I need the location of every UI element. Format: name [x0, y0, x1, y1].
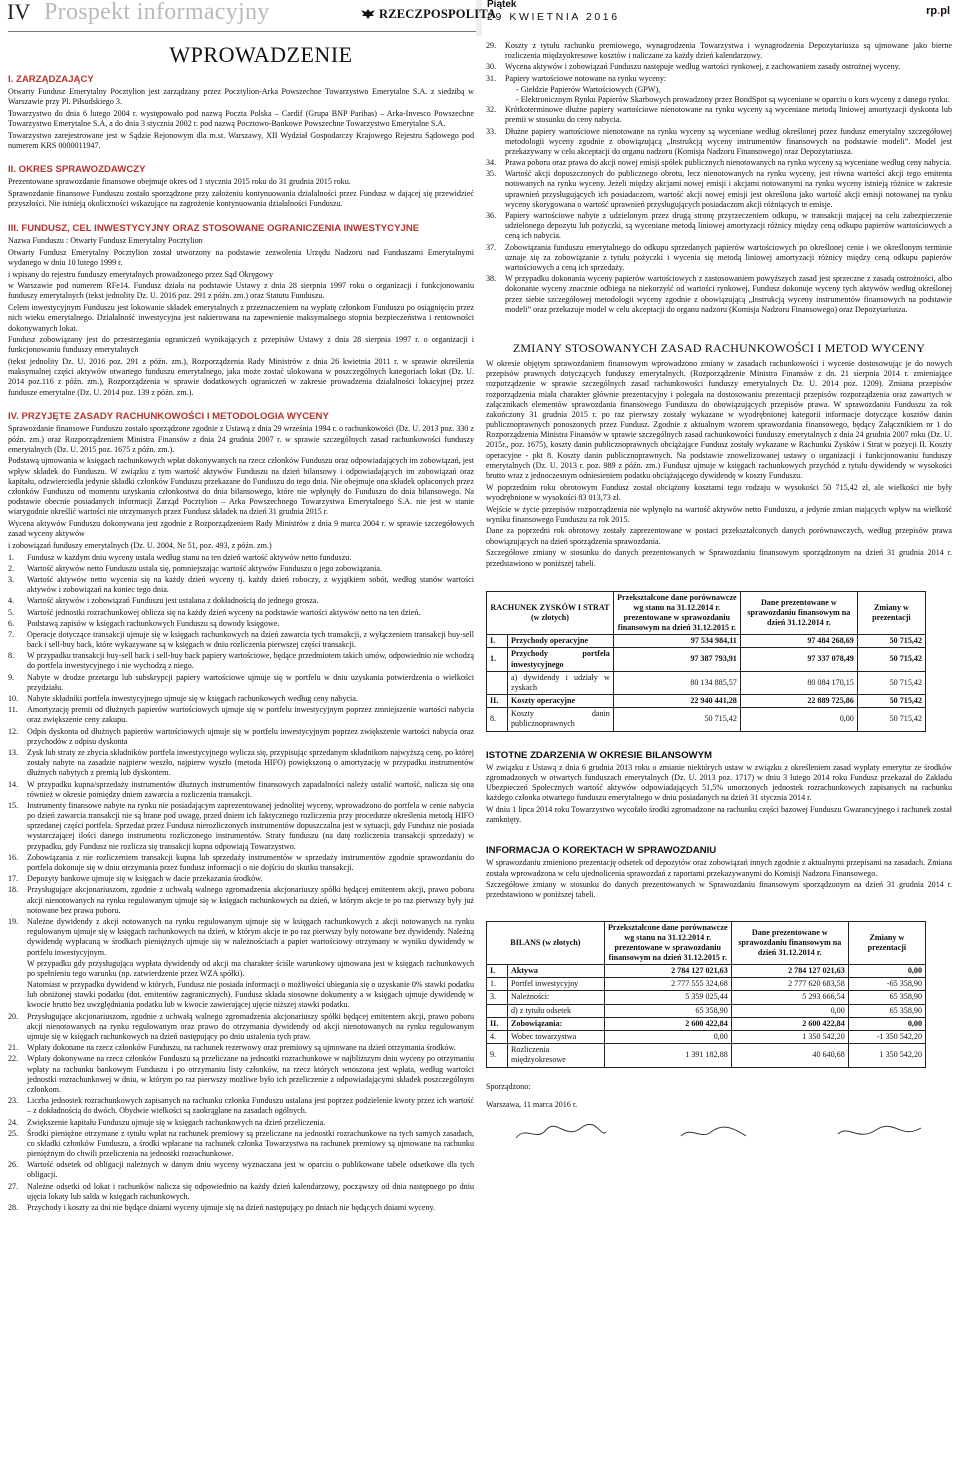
table-cell: 50 715,42	[857, 635, 925, 648]
list-item-text: Nabyte w drodze przetargu lub subskrypcji papiery wartościowe ujmuje się w portfelu w dniu uzyskania potwierdzenia o wielkości przydziału.	[27, 672, 474, 692]
masthead-name: RZECZPOSPOLITA	[379, 7, 497, 21]
table-cell: 2 777 620 683,58	[731, 978, 848, 991]
section-title: Prospekt informacyjny	[44, 0, 270, 25]
table-row	[487, 1030, 926, 1043]
site-link[interactable]	[926, 5, 950, 19]
list-item-text: Liczba jednostek rozrachunkowych zapisanych na rachunku członka Funduszu ustalana jest poprzez podzielenie kwoty przez ich wartość – z dokładnością do dwóch. Obydwie wielkości są zaokrąglane na zasadach ogólnych.	[27, 1096, 474, 1116]
right-column	[486, 41, 952, 1180]
list-item-text: Przychody i koszty za dni nie będące dniami wyceny ujmuje się na dzień następujący po dniach nie będących dniami wyceny.	[27, 1203, 436, 1213]
table-cell	[487, 1004, 508, 1017]
signature-scribble	[506, 1120, 616, 1146]
paragraph: W poprzednim roku obrotowym Fundusz został obciążony kosztami tego rodzaju w wysokości 50 715,42 zł, ale wielkości nie były wyodrębnione w wysokości 83 013,73 zł.	[486, 482, 952, 502]
list-item-number: 33.	[486, 126, 497, 136]
list-item	[8, 608, 474, 618]
page-header	[0, 0, 960, 36]
list-item-number: 28.	[8, 1203, 19, 1213]
list-item	[8, 596, 474, 606]
list-item	[8, 980, 474, 1011]
paragraph: Otwarty Fundusz Emerytalny Pocztylion został utworzony na podstawie zezwolenia Urzędu Nadzoru nad Funduszami Emerytalnymi wydanego w dniu 10 lutego 1999 r.	[8, 247, 474, 267]
table-cell: 80 084 170,15	[740, 671, 857, 694]
list-item	[8, 959, 474, 979]
list-item-text: Prawa poboru oraz prawa do akcji nowej emisji spółek publicznych nienotowanych na rynku wyceny są wyceniane według ceny nabycia.	[505, 158, 952, 168]
section-heading-6: INFORMACJA O KOREKTACH W SPRAWOZDANIU	[486, 845, 717, 857]
paragraph: W sprawozdaniu zmieniono prezentację odsetek od depozytów oraz zobowiązań innych zgodnie z aktualnymi przepisami na zasadach. Zmiana została wprowadzona w celu ujednolicenia sprawozdań z raportami przekazywanymi do Komisji Nadzoru Finansowego.	[486, 858, 952, 878]
list-item-text: Zwiększenie kapitału Funduszu ujmuje się w księgach rachunkowych na dzień przeliczenia.	[27, 1117, 326, 1127]
paragraph: Wejście w życie przepisów rozporządzenia nie wpłynęło na wartość aktywów netto Funduszu, a jedynie zmian mających wpływ na wielkość wyniku finansowego Funduszu za rok 2015.	[486, 504, 952, 524]
list-item	[8, 564, 474, 574]
list-item	[8, 651, 474, 671]
table-cell: Koszty danin publicznoprawnych	[508, 708, 614, 731]
list-item-text: Wartość aktywów netto wycenia się na każdy dzień wyceny tj. każdy dzień roboczy, z wyjątkiem sobót, według stanów wartości aktywów i zobowiązań na koniec tego dnia.	[27, 574, 474, 595]
table-cell: 97 484 268,69	[740, 635, 857, 648]
list-item-number: 12.	[8, 726, 19, 736]
paragraph: Sprawozdanie finansowe Funduszu zostało sporządzone przy założeniu kontynuowania działalności przez Fundusz w dającej się przewidzieć przyszłości. Nie istnieją okoliczności wskazujące na zagrożenie kontynuowania działalności Funduszu.	[8, 189, 474, 209]
table-cell: 97 387 793,91	[613, 648, 740, 671]
table-cell: 4.	[487, 1030, 508, 1043]
table-cell: 65 358,90	[848, 1004, 925, 1017]
list-item-text: Wpłaty dokonywane na rzecz członków Funduszu są przeliczane na jednostki rozrachunkowe w najbliższym dniu wyceny po otrzymaniu wpłaty na rachunku bankowym Funduszu i po otrzymaniu listy członków, na rzecz których wnoszona jest wpłata, według wartości jednostki rozrachunkowej w dniu, w którym po raz pierwszy możliwe było ich przeliczenie z odpowiadającymi składek poszczególnym członkom.	[27, 1054, 474, 1094]
site-name: rp	[926, 5, 938, 17]
list-item-number: 9.	[8, 672, 15, 682]
list-item	[8, 630, 474, 650]
eagle-icon	[360, 8, 376, 20]
table-cell: Rozliczenia międzyokresowe	[508, 1044, 605, 1067]
list-dash-item: - Elektronicznym Rynku Papierów Skarbowych prowadzony przez BondSpot są wyceniane w oparciu o kurs wyceny z danego rynku.	[516, 94, 950, 104]
list-item-text: Fundusz w każdym dniu wyceny ustala według stanu na ten dzień wartość aktywów netto funduszu.	[27, 552, 352, 562]
table-cell: -65 358,90	[848, 978, 925, 991]
list-item	[8, 801, 474, 852]
list-item-number: 24.	[8, 1117, 19, 1127]
list-item-text: Wartość jednostki rozrachunkowej oblicza się na każdy dzień wyceny na podstawie wartości aktywów netto na ten dzień.	[27, 607, 421, 617]
list-item-number: 25.	[8, 1128, 19, 1138]
list-item	[8, 1129, 474, 1160]
valuation-rules-list	[8, 553, 474, 1214]
table-cell: 5 359 025,44	[604, 991, 731, 1004]
table-cell: -1 350 542,20	[848, 1030, 925, 1043]
list-item-text: Papiery wartościowe notowane na rynku wyceny:	[505, 73, 667, 83]
paragraph: Celem inwestycyjnym Funduszu jest lokowanie składek emerytalnych z przeznaczeniem na wypłatę członkom Funduszu po osiągnięciu przez nich wieku emerytalnego. Działalność inwestycyjna jest nakierowana na zapewnienie maksymalnego stopnia bezpieczeństwa i rentowności dokonywanych lokat.	[8, 303, 474, 333]
paragraph: W okresie objętym sprawozdaniem finansowym wprowadzono zmiany w zasadach rachunkowości i wycenie dostosowując je do nowych przepisów prawnych dotyczących funduszy emerytalnych. (Rozporządzenie Ministra Finansów z dn. 21 sierpnia 2014 r. zmieniające rozporządzenie w sprawie szczególnych zasad rachunkowości funduszy emerytalnych Dz. U. 2014 poz. 1209). Zmiana przepisów rozporządzenia miała charakter głównie prezentacyjny i polegała na dostosowaniu prezentacji przepisów rozporządzenia oraz zawartych w załącznikach elementów sprawozdania finansowego Funduszu do obowiązujących przepisów prawa. W sprawozdaniu Funduszu za rok zakończony 31 grudnia 2015 r. po raz pierwszy zostały wykazane w wyodrębnionej kategorii informacje dotyczące kosztów danin publicznoprawnych ponoszonych przez Fundusz. Zgodnie z aktualnym wzorem sprawozdania finansowego, będący Załącznikiem nr 1 do Rozporządzenia Ministra Finansów w sprawie szczególnych zasad rachunkowości funduszy emerytalnych z dnia 24 grudnia 2007 roku (Dz. U. 2015r., poz. 1675), koszty danin publicznoprawnych obciążające Fundusz zostały wykazane w Rachunku Zysków i Strat w pozycji II. Koszty operacyjne - pkt 8. Koszty danin publicznoprawnych. Na podstawie znowelizowanej ustawy o organizacji i funkcjonowaniu funduszy emerytalnych (Dz. U. 2013 r. poz. 989 z późn. zm.) Fundusz ujmuje w księgach rachunkowych przychód z tytułu dywidendy w wysokości brutto wraz z jednoczesnym odniesieniem podatku obciążającego dywidendę w koszty Funduszu.	[486, 358, 952, 481]
list-item	[8, 1096, 474, 1116]
list-item-number: 26.	[8, 1160, 19, 1170]
list-item-text: Zysk lub straty ze zbycia składników portfela inwestycyjnego wylicza się, przypisując sprzedanym składnikom najwyższą cenę, po której zostały nabyte na zasadzie najpierw weszło, najpierw wyszło (metoda HIFO) powiększoną o amortyzację w przypadku instrumentów dłużnych nabytych z premią lub dyskontem.	[27, 747, 474, 778]
list-item-text: Należne dywidendy z akcji notowanych na rynku regulowanym ujmuje się w księgach rachunkowych z akcji notowanych na rynku regulowanym ujmuje się w księgach rachunkowych na dzień, w którym akcje te po raz pierwszy były notowane bez dywidendy. Należną dywidendę wypłacaną w środkach pieniężnych ujmuje się w należnościach a papier wartościowy otrzymany w wyniku dywidendy w portfelu inwestycyjnym.	[27, 916, 474, 957]
table-cell: 2 777 555 324,68	[604, 978, 731, 991]
table-cell: 0,00	[848, 965, 925, 978]
list-item	[486, 274, 952, 315]
table-cell: Przychody portfela inwestycyjnego	[508, 648, 614, 671]
list-item	[486, 62, 952, 72]
list-item	[8, 1054, 474, 1095]
table-cell: 97 534 984,11	[613, 635, 740, 648]
table-cell: 65 358,90	[848, 991, 925, 1004]
list-item-text: Należne odsetki od lokat i rachunków nalicza się odpowiednio na każdy dzień kalendarzowy, począwszy od dnia następnego po dniu ujęcia lokaty lub salda w księgach rachunkowych.	[27, 1181, 474, 1201]
table-row	[487, 1004, 926, 1017]
list-item-number: 21.	[8, 1043, 19, 1053]
paragraph: Otwarty Fundusz Emerytalny Pocztylion jest zarządzany przez Pocztylion-Arka Powszechne Towarzystwo Emerytalne S.A. z siedzibą w Warszawie przy Pl. Piłsudskiego 3.	[8, 86, 474, 106]
list-item	[8, 553, 474, 563]
signature-scribble	[826, 1120, 936, 1146]
list-item-text: Wartość aktywów i zobowiązań Funduszu jest ustalana z dokładnością do jednego grosza.	[27, 596, 319, 606]
table-cell: II.	[487, 1017, 508, 1030]
section-heading-2: II. OKRES SPRAWOZDAWCZY	[8, 164, 146, 176]
table-header: RACHUNEK ZYSKÓW I STRAT (w złotych)	[487, 591, 614, 634]
paragraph: W związku z Ustawą z dnia 6 grudnia 2013 roku o zmianie niektórych ustaw w związku z określeniem zasad wypłaty emerytur ze środków zgromadzonych w otwartych funduszach emerytalnych (Dz. U. 2013 poz. 1717) w dniu 3 lutego 2014 roku Fundusz przekazał do Zakładu Ubezpieczeń Społecznych wartość aktywów odpowiadających 51,5% umorzonych jednostek rozrachunkowych zapisanych na rachunku każdego członka otwartego funduszu emerytalnego w dniu posiadanych na dzień 31 stycznia 2014 r.	[486, 762, 952, 803]
paragraph: Fundusz zobowiązany jest do przestrzegania ograniczeń wynikających z przepisów Ustawy z dnia 28 sierpnia 1997 r. o organizacji i funkcjonowaniu funduszy emerytalnych	[8, 335, 474, 355]
table-header: Przekształcone dane porównawcze wg stanu na 31.12.2014 r. prezentowane w sprawozdaniu finansowym na dzień 31.12.2015 r.	[604, 921, 731, 964]
list-item-number: 5.	[8, 607, 15, 617]
list-item-number: 27.	[8, 1181, 19, 1191]
table-cell: Zobowiązania:	[508, 1017, 605, 1030]
table-cell: 1 391 182,88	[604, 1044, 731, 1067]
table-cell: Wobec towarzystwa	[508, 1030, 605, 1043]
list-item	[8, 885, 474, 916]
site-dot: .	[937, 5, 941, 17]
list-item	[8, 619, 474, 629]
list-item	[8, 853, 474, 873]
table-cell: 2 784 127 021,63	[731, 965, 848, 978]
signature-2	[666, 1120, 776, 1149]
list-item	[486, 41, 952, 61]
signature-3	[826, 1120, 936, 1149]
table-cell: 0,00	[740, 708, 857, 731]
list-item-number: 22.	[8, 1054, 19, 1064]
table-cell: Należności:	[508, 991, 605, 1004]
income-statement-table	[486, 591, 926, 732]
list-item-text: Nabyte składniki portfela inwestycyjnego ujmuje się w księgach rachunkowych według ceny nabycia.	[27, 694, 358, 704]
section-heading-5: ISTOTNE ZDARZENIA W OKRESIE BILANSOWYM	[486, 749, 712, 761]
list-item	[8, 1043, 474, 1053]
table-cell: 22 889 725,86	[740, 695, 857, 708]
valuation-rules-list-cont2	[486, 105, 952, 315]
list-item	[8, 874, 474, 884]
list-item-number: 13.	[8, 747, 19, 757]
table-cell: I.	[487, 965, 508, 978]
table-cell: 2 784 127 021,63	[604, 965, 731, 978]
list-item-number: 37.	[486, 242, 497, 252]
list-item-text: Wartość akcji dopuszczonych do publicznego obrotu, lecz nienotowanych na rynku wyceny, jest równa wartości akcji tego emitenta notowanych na rynku wyceny. Jeżeli między akcjami nowej emisji i akcjami notowanymi na rynku wyceny istnieją różnice w zakresie uprawnień przysługujących ich posiadaczom, wartość akcji nowej emisji jest określona jako wartość akcji emisji notowanej na rynku wyceny skorygowana o wartość uprawnień przysługujących posiadaczom akcji różniących te emisje.	[505, 169, 952, 209]
list-item-number: 20.	[8, 1011, 19, 1021]
table-cell: 1.	[487, 978, 508, 991]
table-header: Zmiany w prezentacji	[857, 591, 925, 634]
table-cell: 22 940 441,28	[613, 695, 740, 708]
list-item-text: Dłużne papiery wartościowe nienotowane na rynku wyceny są wyceniane według określonej przez fundusz emerytalny szczegółowej metodologii wyceny zgodnie z obowiązującą „Instrukcją wyceny instrumentów finansowych na podstawie modeli”. Model jest przekazywany w celu akceptacji do organu nadzoru (Komisja Nadzoru Finansowego) oraz Depozytariusza.	[505, 126, 952, 156]
table-cell: 65 358,90	[604, 1004, 731, 1017]
list-item-number: 32.	[486, 105, 497, 115]
list-item-text: W przypadku gdy przysługująca wypłata dywidendy od akcji ma charakter ściśle warunkowy ujmowana jest w księgach rachunkowych po spełnieniu tego warunku (np. zatwierdzenie przez WZA spółki).	[27, 958, 474, 978]
introduction-title: WPROWADZENIE	[169, 42, 353, 67]
paragraph: Towarzystwo do dnia 6 lutego 2004 r. występowało pod nazwą Poczta Polska – Cardif (Grupa BNP Paribas) – Arka-Invesco Powszechne Towarzystwo Emerytalne S.A, a do dnia 3 stycznia 2002 r. pod nazwą Pocztowo-Bankowe Powszechne Towarzystwo Emerytalne S.A.	[8, 108, 474, 128]
paragraph: i wpisany do rejestru funduszy emerytalnych prowadzonego przez Sąd Okręgowy	[8, 269, 273, 279]
list-item-text: Wartość aktywów netto Funduszu ustala się, pomniejszając wartość aktywów Funduszu o jego zobowiązania.	[27, 563, 382, 573]
table-row	[487, 671, 926, 694]
list-item-text: Środki pieniężne otrzymane z tytułu wpłat na rachunek premiowy są przeliczane na jednostki rozrachunkowe na tych samych zasadach, co składki członków Funduszu, a środki wpłacane na rachunek członka Towarzystwa na rachunek premiowy są ujmowane na rachunku pieniężnym do chwili przeliczenia na jednostki rozrachunkowe.	[27, 1128, 474, 1159]
table-cell: 0,00	[604, 1030, 731, 1043]
section-heading-4: IV. PRZYJĘTE ZASADY RACHUNKOWOŚCI I METODOLOGIA WYCENY	[8, 411, 329, 423]
list-item	[8, 705, 474, 725]
table-cell: II.	[487, 695, 508, 708]
masthead	[360, 7, 496, 23]
table-cell: 50 715,42	[857, 648, 925, 671]
header-rule	[8, 31, 476, 32]
list-item-number: 2.	[8, 563, 15, 573]
paragraph: Dane za poprzedni rok obrotowy zostały zaprezentowane w postaci przekształconych danych porównawczych, według przepisów prawa obowiązujących na dzień sporządzenia sprawozdania.	[486, 526, 952, 546]
list-item-number: 14.	[8, 779, 19, 789]
list-item-number: 19.	[8, 916, 19, 926]
list-item-number: 30.	[486, 62, 497, 72]
list-item	[486, 74, 952, 84]
table-header: Dane prezentowane w sprawozdaniu finansowym na dzień 31.12.2014 r.	[731, 921, 848, 964]
table-row	[487, 1044, 926, 1067]
list-item-text: Instrumenty finansowe nabyte na rynku nie posiadającym zaprezentowanej jednolitej wyceny, wprowadzono do portfela w cenie nabycia po dzień zawarcia transakcji nie są brane pod uwagę, przed dniem ich faktycznego rozliczenia przy procedurze określenia metodą HIFO sprzedanej części portfela. Sprzedaż przez Fundusz nierozliczonych instrumentów dopuszczalna jest w sytuacji, gdy Fundusz nie posiada wystarczającej ilości danego instrumentu rozliczonego instrumentów. Straty funduszu (na datę rozliczenia transakcji sprzedaży) w przypadku, gdy Fundusz nie rozlicza się transakcji kupna odpowiają Towarzystwo.	[27, 800, 474, 851]
issue-day: Piątek	[487, 0, 517, 10]
list-item-text: Przysługujące akcjonariuszom, zgodnie z uchwałą walnego zgromadzenia akcjonariuszy spółki będącej emitentem akcji, prawo poboru akcji nienotowanych na rynku regulowanym ujmuje się w księgach rachunkowych na dzień, w którym akcje te po raz pierwszy były już notowane bez prawa poboru.	[27, 885, 474, 915]
balance-sheet-table	[486, 921, 926, 1068]
table-row	[487, 1017, 926, 1030]
table-cell: 8.	[487, 708, 508, 731]
list-item	[8, 780, 474, 800]
paragraph: w Warszawie pod numerem RFe14. Fundusz działa na podstawie Ustawy z dnia 28 sierpnia 1997 roku o organizacji i funkcjonowaniu funduszy emerytalnych (tekst jednolity Dz. U. 2016 poz. 291 z późn. zm.) oraz Statutu Funduszu.	[8, 281, 474, 301]
table-cell: 1 350 542,20	[848, 1044, 925, 1067]
table-cell: Portfel inwestycyjny	[508, 978, 605, 991]
list-item-number: 17.	[8, 874, 19, 884]
list-item-text: Zobowiązania z nie rozliczeniem transakcji kupna lub sprzedaży instrumentów w sprzedaży instrumentów zgodnie sprawozdaniu do portfela dokonuje się w dniu otrzymania przez fundusz informacji o nie dojściu do skutku transakcji.	[27, 852, 474, 873]
paragraph: Towarzystwo zarejestrowane jest w Sądzie Rejonowym dla m.st. Warszawy, XII Wydział Gospodarczy Krajowego Rejestru Sądowego pod numerem KRS 0000011947.	[8, 130, 474, 150]
paragraph: Podstawą ujmowania w księgach rachunkowych wpłat dokonywanych na rzecz członków Funduszu oraz odpowiadających im zobowiązań, jest wpływ składek do Funduszu. W związku z tym wartość aktywów Funduszu na dzień bilansowy i odpowiadających im zobowiązań oraz kapitału, odzwierciedla jedynie składki członków Funduszu przekazane do Funduszu do tego dnia. Nie obejmuje ona składek opłaconych przez członków Funduszu od momentu uzyskania członkostwa do dnia bilansowego, które nie wpłynęły do Funduszu do dnia bilansowego. Na podstawie obecnie posiadanych informacji Zarząd Pocztylion – Arka Powszechnego Towarzystwa Emerytalnego S.A. nie jest w stanie wiarygodnie określić wartości nie otrzymanych przez Fundusz składek na dzień 31 grudnia 2015 r.	[8, 456, 474, 517]
list-item-text: Odpis dyskonta od dłużnych papierów wartościowych ujmuje się w portfelu inwestycyjnym poprzez zwiększenie wartości nabycia oraz przychodów z odpisu dyskonta	[27, 726, 474, 746]
page-number: IV	[7, 0, 31, 24]
signature-1	[506, 1120, 616, 1149]
table-cell: 0,00	[848, 1017, 925, 1030]
site-tld: pl	[940, 5, 950, 17]
list-item-number: 3.	[8, 574, 15, 584]
list-item	[8, 1160, 474, 1180]
list-item-number: 8.	[8, 651, 15, 661]
list-item-text: W przypadku kupna/sprzedaży instrumentów dłużnych instrumentów finansowych zapadalności należy ustalić wartość, nalicza się ona również w okresie pomiędzy dniem zawarcia a rozliczenia transakcji.	[27, 779, 474, 799]
table-cell: 2 600 422,84	[731, 1017, 848, 1030]
list-item	[8, 1203, 474, 1213]
table-row	[487, 695, 926, 708]
section-heading-1: I. ZARZĄDZAJĄCY	[8, 73, 94, 85]
list-item	[8, 917, 474, 958]
changes-title: ZMIANY STOSOWANYCH ZASAD RACHUNKOWOŚCI I METOD WYCENY	[512, 340, 926, 355]
table-cell: 40 640,68	[731, 1044, 848, 1067]
signatures	[486, 1120, 952, 1180]
table-cell: 50 715,42	[857, 695, 925, 708]
list-item	[486, 211, 952, 242]
paragraph: (tekst jednolity Dz. U. 2016 poz. 291 z późn. zm.), Rozporządzenia Rady Ministrów z dnia 26 kwietnia 2011 r. w sprawie określenia maksymalnej części aktywów otwartego funduszu emerytalnego, jaka może zostać ulokowana w poszczególnych kategoriach lokat (Dz. U. 2014 poz.116 z późn. zm.), Rozporządzenia w sprawie dodatkowych ograniczeń w zakresie prowadzenia działalności lokacyjnej przez fundusze emerytalne (Dz. U. 2014 poz. 139 z późn. zm.).	[8, 357, 474, 397]
list-item-number: 23.	[8, 1096, 19, 1106]
paragraph: Szczegółowe zmiany w stosunku do danych prezentowanych w Sprawozdaniu finansowym sporządzonym na dzień 31 grudnia 2014 r. przedstawiono w poniższej tabeli.	[486, 880, 952, 900]
table-cell: 5 293 666,54	[731, 991, 848, 1004]
section-heading-3: III. FUNDUSZ, CEL INWESTYCYJNY ORAZ STOSOWANE OGRANICZENIA INWESTYCYJNE	[8, 222, 420, 234]
place-date: Warszawa, 11 marca 2016 r.	[486, 1099, 578, 1109]
list-item	[486, 169, 952, 210]
paragraph: Szczegółowe zmiany w stosunku do danych prezentowanych w Sprawozdaniu finansowym sporządzonym na dzień 31 grudnia 2014 r. przedstawiono w poniższej tabeli.	[486, 548, 952, 568]
list-item-number: 15.	[8, 800, 19, 810]
list-item-text: W przypadku transakcji buy-sell back i sell-buy back papiery wartościowe, będące przedmiotem takich umów, odpowiednio nie wchodzą do portfela inwestycyjnego i nie wychodzą z niego.	[27, 651, 474, 671]
valuation-rules-list-cont	[486, 41, 952, 84]
paragraph: Wycena aktywów Funduszu dokonywana jest zgodnie z Rozporządzeniem Rady Ministrów z dnia 9 marca 2004 r. w sprawie szczegółowych zasad wyceny aktywów	[8, 519, 474, 539]
table-cell: 80 134 885,57	[613, 671, 740, 694]
table-cell: d) z tytułu odsetek	[508, 1004, 605, 1017]
table-cell: 9.	[487, 1044, 508, 1067]
issue-date: 29 KWIETNIA 2016	[487, 11, 620, 23]
list-item	[8, 694, 474, 704]
list-item-text: Krótkoterminowe dłużne papiery wartościowe nienotowane na rynku wyceny są wyceniane metodą liniowej amortyzacji dyskonta lub premii w stosunku do ceny nabycia.	[505, 105, 952, 125]
list-item	[8, 748, 474, 779]
table-cell: 2 600 422,84	[604, 1017, 731, 1030]
list-item-text: Wycena aktywów i zobowiązań Funduszu następuje według wartości rynkowej, z zachowaniem zasady ostrożnej wyceny.	[505, 62, 901, 72]
list-item-text: Wartość odsetek od obligacji należnych w danym dniu wyceny wyznaczana jest w oparciu o publikowane tabele odsetkowe dla tych obligacji.	[27, 1160, 474, 1180]
list-item-text: W przypadku dokonania wyceny papierów wartościowych z zastosowaniem powyższych zasad jest sprzeczne z zasadą ostrożności, albo dokonanie wyceny znacznie odbiega na niekorzyść od wartości rynkowej, Fundusz dokonuje wyceny tych aktywów według określonej przez siebie szczegółowej metodologii wyceny zgodnie z obowiązującą „Instrukcją wyceny instrumentów finansowych na podstawie modeli” oraz przekazuje model w celu akceptacji do organu nadzoru (Komisja Nadzoru Finansowego) oraz Depozytariusza.	[505, 274, 952, 314]
table-row	[487, 965, 926, 978]
table-row	[487, 991, 926, 1004]
table-cell: 50 715,42	[857, 708, 925, 731]
list-item-number: 36.	[486, 211, 497, 220]
table-cell: 3.	[487, 991, 508, 1004]
left-column	[8, 41, 474, 1214]
list-item	[8, 1012, 474, 1043]
table-cell: 1 350 542,20	[731, 1030, 848, 1043]
table-header: Zmiany w prezentacji	[848, 921, 925, 964]
list-item-number: 29.	[486, 41, 497, 50]
table-row	[487, 978, 926, 991]
list-item	[486, 158, 952, 168]
list-item	[486, 243, 952, 274]
list-item-number: 34.	[486, 158, 497, 168]
list-item-text: Papiery wartościowe nabyte z udzielonym przez drugą stronę przyrzeczeniem odkupu, w transakcji mającej na celu zabezpieczenie udzielonego depozytu lub pożyczki, są wyceniane metodą liniowej amortyzacji różnicy między ceną odkupu papierów wartościowych a ceną ich nabycia.	[505, 211, 952, 241]
list-item-text: Podstawą zapisów w księgach rachunkowych Funduszu są dowody księgowe.	[27, 618, 280, 628]
table-cell: I.	[487, 635, 508, 648]
paragraph: Prezentowane sprawozdanie finansowe obejmuje okres od 1 stycznia 2015 roku do 31 grudnia 2015 roku.	[8, 177, 351, 187]
table-cell: 1.	[487, 648, 508, 671]
list-item	[8, 1118, 474, 1128]
list-item-number: 4.	[8, 596, 15, 606]
table-header: Przekształcone dane porównawcze wg stanu na 31.12.2014 r. prezentowane w sprawozdaniu finansowym na dzień 31.12.2015 r.	[613, 591, 740, 634]
list-item-number: 31.	[486, 73, 497, 83]
list-dash-item: - Giełdzie Papierów Wartościowych (GPW),	[516, 84, 661, 94]
list-item	[8, 673, 474, 693]
list-item-text: Koszty z tytułu rachunku premiowego, wynagrodzenia Towarzystwa i wynagrodzenia Depozytariusza są ujmowane jako bierne rozliczenia międzyokresowe kosztów i naliczane za każdy dzień kalendarzowy.	[505, 41, 952, 61]
list-item-text: Wpłaty dokonane na rzecz członków Funduszu, na rachunek rezerwowy oraz premiowy są ujmowane na dzień otrzymania środków.	[27, 1043, 456, 1053]
list-item-number: 16.	[8, 852, 19, 862]
table-cell: 50 715,42	[613, 708, 740, 731]
table-cell: 50 715,42	[857, 671, 925, 694]
table-cell: Koszty operacyjne	[508, 695, 614, 708]
list-item-number: 18.	[8, 885, 19, 895]
list-item-number: 11.	[8, 705, 18, 715]
prepared-by: Sporządzono:	[486, 1081, 531, 1091]
list-item-number: 38.	[486, 274, 497, 284]
table-cell: a) dywidendy i udziały w zyskach	[508, 671, 614, 694]
list-item-number: 35.	[486, 169, 497, 179]
table-row	[487, 635, 926, 648]
list-item	[8, 575, 474, 595]
table-cell: 0,00	[731, 1004, 848, 1017]
table-cell: 97 337 078,49	[740, 648, 857, 671]
paragraph: i zobowiązań funduszy emerytalnych (Dz. U. 2004, Nr 51, poz. 493, z późn. zm.)	[8, 540, 272, 550]
list-item-number: 6.	[8, 618, 15, 628]
list-item-number: 1.	[8, 552, 15, 562]
table-cell: Aktywa	[508, 965, 605, 978]
list-item-text: Zobowiązania funduszu emerytalnego do odkupu sprzedanych papierów wartościowych po określonej cenie i we określonym terminie uznaje się za zobowiązanie z tytułu pożyczki i wycenia się metodą liniowej amortyzacji różnicy między ceną odkupu papierów wartościowych a ceną ich sprzedaży.	[505, 242, 952, 272]
paragraph: Sprawozdanie finansowe Funduszu zostało sporządzone zgodnie z Ustawą z dnia 29 września 1994 r. o rachunkowości (Dz. U. 2013 poz. 330 z późn. zm.) oraz Rozporządzeniem Ministra Finansów z dnia 24 grudnia 2007 r. w sprawie szczególnych zasad rachunkowości funduszy emerytalnych (Dz. U. 2015 poz. 1675 z późn. zm.).	[8, 424, 474, 454]
list-item-text: Depozyty bankowe ujmuje się w księgach w dacie przekazania środków.	[27, 874, 263, 884]
table-cell: Przychody operacyjne	[508, 635, 614, 648]
list-item	[486, 105, 952, 125]
list-item-text: Amortyzację premii od dłużnych papierów wartościowych ujmuje się w portfelu inwestycyjnym poprzez zmniejszenie wartości nabycia oraz zwiększenie ceny zakupu.	[27, 705, 474, 725]
paragraph: Nazwa Funduszu : Otwarty Fundusz Emerytalny Pocztylion	[8, 236, 203, 245]
paragraph: W dniu 1 lipca 2014 roku Towarzystwo wycofało środki zgromadzone na rachunku części bazowej Funduszu Gwarancyjnego i rachunek został zamknięty.	[486, 804, 952, 825]
list-item-text: Natomiast w przypadku dywidend w których, Fundusz nie posiada informacji o możliwości ubiegania się o uzyskanie 0% stawki podatku lub obniżonej stawki podatku (dot. emitentów zagranicznych). Fundusz składa stosowne dokumenty a w księgach ujmuje dywidendę w kwocie brutto bez uwzględniania podatku lub w kwocie zawierającej ujęcie niższej stawki podatku.	[27, 980, 474, 1010]
list-item-number: 10.	[8, 694, 19, 704]
list-item	[8, 1182, 474, 1202]
list-item	[8, 727, 474, 747]
list-item	[486, 127, 952, 158]
table-header: BILANS (w złotych)	[487, 921, 605, 964]
table-row	[487, 708, 926, 731]
table-cell	[487, 671, 508, 694]
list-item-text: Operacje dotyczące transakcji ujmuje się w księgach rachunkowych na dzień zawarcia tych transakcji, z wyłączeniem transakcji buy-sell back i sell-buy back, które wykazywane są w księgach w dniu rozliczenia pierwszej części transakcji.	[27, 629, 474, 650]
signature-scribble	[666, 1120, 776, 1146]
list-item-number: 7.	[8, 629, 15, 639]
list-item-text: Przysługujące akcjonariuszom, zgodnie z uchwałą walnego zgromadzenia akcjonariuszy spółki będącej emitentem akcji, prawo poboru akcji nienotowanych na rynku regulowanym oraz prawo do otrzymania dywidendy od akcji nienotowanych na rynku regulowanym ujmuje się w księgach rachunkowych na dzień następujący po dniu ustalenia tych praw.	[27, 1011, 474, 1042]
table-row	[487, 648, 926, 671]
table-header: Dane prezentowane w sprawozdaniu finansowym na dzień 31.12.2014 r.	[740, 591, 857, 634]
